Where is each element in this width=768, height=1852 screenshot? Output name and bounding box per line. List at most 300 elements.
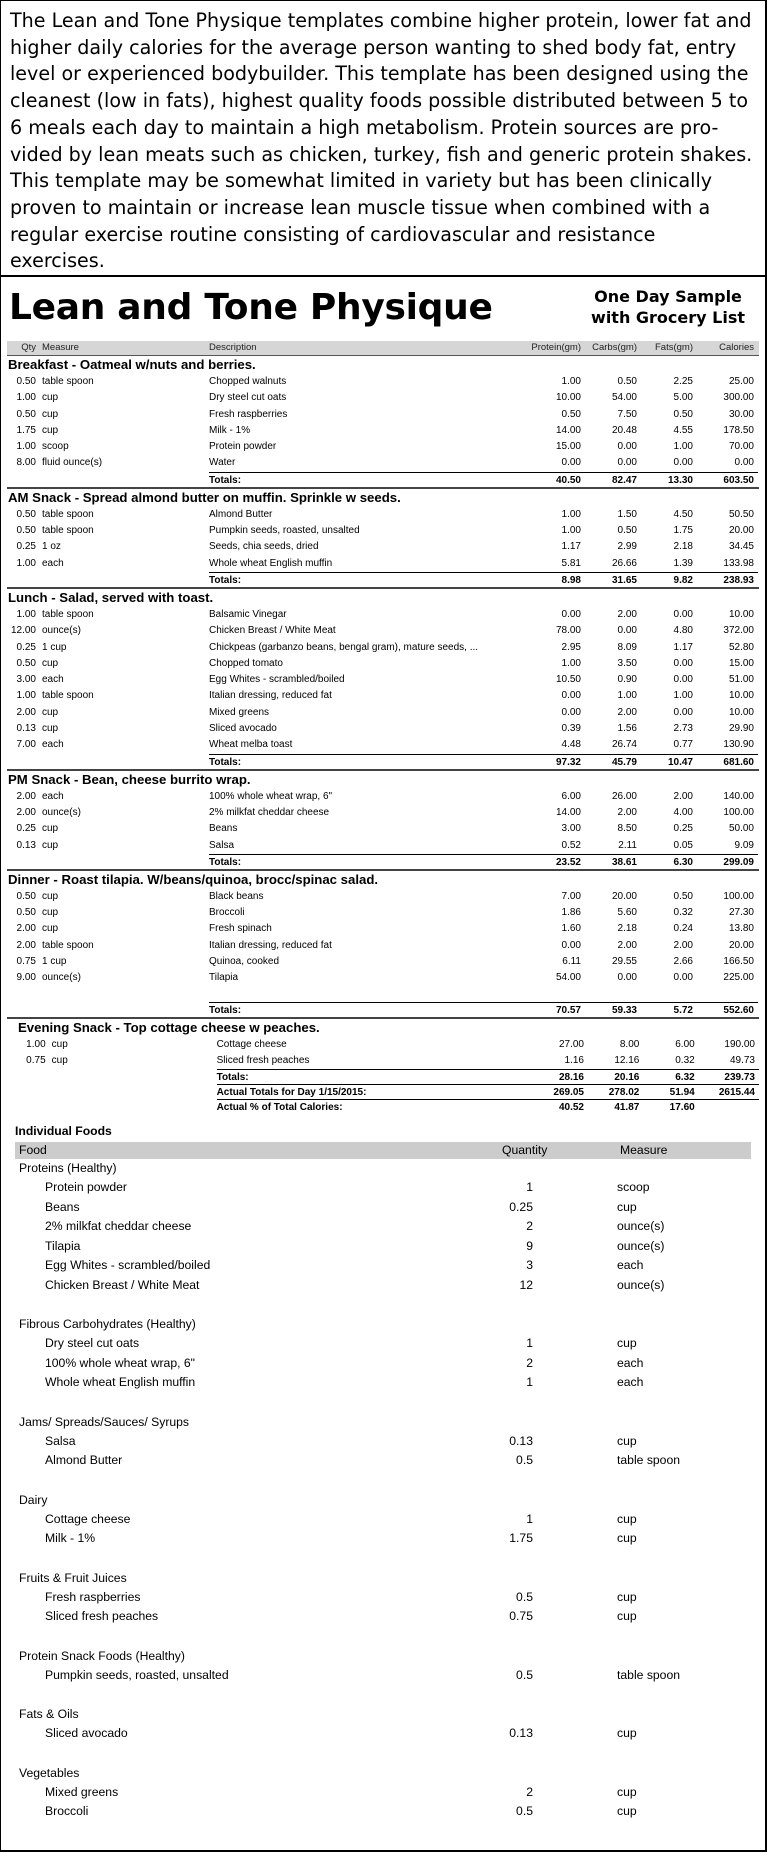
fats-cell: 4.50 [673, 508, 693, 520]
food-item [15, 1607, 759, 1627]
calories-cell: 100.00 [723, 806, 754, 818]
carbs-cell: 54.00 [611, 392, 637, 404]
calories-total: 239.73 [699, 1069, 759, 1084]
meals-container [7, 356, 759, 1019]
food-name: Beans [45, 1199, 80, 1214]
spacer [7, 854, 39, 869]
carbs-cell: 0.50 [617, 525, 637, 537]
intro-paragraph: The Lean and Tone Physique templates combine higher protein, lower fat and higher daily calories for the average person wanting to shed body fat, entry level or experienced bodybuilder. This template has been designed using the cleanest (low in fats), highest quality foods possible distributed between 5 to 6 meals each day to maintain a high metabolism. Protein sources are pro-vided by lean meats such as chicken, turkey, fish and generic protein shakes. This template may be somewhat limited in variety but has been clinically proven to maintain or increase lean muscle tissue when combined with a regular exercise routine consisting of cardiovascular and resistance exercises. [1, 1, 765, 277]
food-quantity: 12 [519, 1277, 533, 1292]
calories-cell: 10.00 [728, 608, 754, 620]
calories-total: 238.93 [697, 572, 758, 587]
calories-cell: 50.00 [728, 823, 754, 835]
individual-foods-header [15, 1142, 751, 1159]
meal-row [7, 688, 759, 704]
food-quantity: 0.13 [509, 1433, 533, 1448]
food-item [15, 1783, 759, 1803]
description-cell: 100% whole wheat wrap, 6" [209, 790, 333, 802]
meal-row [7, 672, 759, 688]
qty-cell: 12.00 [10, 625, 36, 637]
description-cell: Sliced avocado [209, 723, 277, 735]
protein-cell: 6.11 [562, 956, 581, 968]
carbs-value: 278.02 [588, 1084, 643, 1099]
description-cell: Fresh raspberries [209, 408, 288, 420]
food-item [15, 1178, 759, 1198]
food-category: Vegetables [19, 1765, 80, 1780]
calories-cell: 70.00 [728, 441, 754, 453]
description-cell: Milk - 1% [209, 424, 251, 436]
fats-cell: 0.05 [673, 839, 693, 851]
calories-cell: 27.30 [728, 907, 754, 919]
food-item [15, 1276, 759, 1296]
description-cell: Quinoa, cooked [209, 956, 280, 968]
calories-cell: 133.98 [723, 557, 754, 569]
sample-label [591, 286, 745, 328]
meal-row [7, 905, 759, 921]
qty-cell: 9.00 [16, 972, 36, 984]
qty-cell: 2.00 [16, 806, 36, 818]
fats-cell: 0.25 [673, 823, 693, 835]
protein-total: 97.32 [522, 754, 585, 769]
evening-title: Evening Snack - Top cottage cheese w peaches. [18, 1019, 320, 1035]
fats-total: 6.30 [641, 854, 697, 869]
measure-cell: each [42, 739, 64, 751]
description-cell: Almond Butter [209, 508, 273, 520]
measure-cell: table spoon [42, 376, 94, 387]
fats-total: 6.32 [643, 1069, 698, 1084]
description-cell: Sliced fresh peaches [216, 1054, 310, 1066]
measure-cell: table spoon [42, 525, 94, 537]
food-measure: cup [617, 1609, 637, 1624]
description-cell: Beans [209, 823, 238, 835]
description-cell: Fresh spinach [209, 923, 272, 935]
meal-row [7, 737, 759, 753]
carbs-cell: 0.00 [617, 625, 637, 637]
qty-cell: 1.00 [16, 608, 36, 620]
col-protein: Protein(gm) [531, 342, 581, 353]
meal-row [7, 838, 759, 854]
calories-cell: 10.00 [728, 706, 754, 718]
qty-cell: 2.00 [16, 939, 36, 951]
carbs-total: 82.47 [585, 472, 641, 487]
calories-cell: 10.00 [728, 690, 754, 702]
carbs-total: 31.65 [585, 572, 641, 587]
protein-cell: 3.00 [561, 823, 581, 835]
protein-total: 28.16 [526, 1069, 588, 1084]
totals-row [7, 754, 759, 769]
fats-cell: 2.18 [673, 541, 693, 553]
food-name: Sliced avocado [45, 1726, 128, 1741]
actual-percent-label: Actual % of Total Calories: [217, 1099, 526, 1114]
description-cell: Broccoli [209, 907, 245, 919]
qty-cell: 0.50 [16, 890, 36, 902]
food-item [15, 1354, 759, 1374]
calories-cell: 13.80 [728, 923, 754, 935]
carbs-cell: 0.00 [617, 457, 637, 469]
meal-row [7, 821, 759, 837]
protein-cell: 1.00 [561, 376, 581, 387]
food-quantity: 0.5 [516, 1804, 533, 1819]
spacer [49, 1084, 217, 1099]
food-category: Fats & Oils [19, 1707, 79, 1722]
meal-row [7, 721, 759, 737]
food-name: Chicken Breast / White Meat [45, 1277, 200, 1292]
spacer [49, 1099, 217, 1114]
totals-row [7, 572, 759, 587]
qty-cell: 0.13 [16, 839, 36, 851]
spacer [39, 572, 209, 587]
carbs-cell: 8.00 [619, 1038, 640, 1050]
food-category: Protein Snack Foods (Healthy) [19, 1648, 185, 1663]
description-cell: Wheat melba toast [209, 739, 293, 751]
qty-cell: 0.25 [16, 823, 36, 835]
food-name: Milk - 1% [45, 1531, 96, 1546]
carbs-cell: 1.56 [617, 723, 637, 735]
carbs-cell: 0.50 [617, 376, 637, 387]
food-quantity: 1 [526, 1511, 533, 1526]
food-quantity: 3 [526, 1258, 533, 1273]
totals-label: Totals: [209, 472, 522, 487]
carbs-cell: 1.00 [617, 690, 637, 702]
food-name: Tilapia [45, 1238, 81, 1253]
meal-block [7, 771, 759, 871]
spacer [17, 1069, 49, 1084]
meal-row [7, 938, 759, 954]
food-measure: ounce(s) [617, 1238, 665, 1253]
description-cell: Salsa [209, 839, 235, 851]
description-cell: Balsamic Vinegar [209, 608, 287, 620]
protein-total: 8.98 [522, 572, 585, 587]
fats-cell: 2.73 [673, 723, 693, 735]
food-measure: cup [617, 1589, 637, 1604]
protein-total: 70.57 [522, 1002, 585, 1017]
food-measure: cup [617, 1336, 637, 1351]
carbs-cell: 2.99 [617, 541, 637, 553]
food-name: Mixed greens [45, 1784, 119, 1799]
protein-cell: 10.50 [555, 674, 581, 686]
measure-cell: fluid ounce(s) [42, 457, 103, 469]
protein-cell: 2.95 [561, 641, 581, 653]
calories-cell: 25.00 [728, 376, 754, 387]
calories-total: 681.60 [697, 754, 758, 769]
meal-row [7, 507, 759, 523]
sample-line-2: with Grocery List [591, 308, 745, 327]
food-item [15, 1334, 759, 1354]
totals-row [17, 1069, 759, 1084]
quantity-header: Quantity [502, 1143, 548, 1158]
fats-cell: 0.00 [673, 608, 693, 620]
totals-label: Totals: [209, 572, 522, 587]
fats-cell: 0.00 [673, 706, 693, 718]
measure-cell: each [42, 674, 64, 686]
food-name: Fresh raspberries [45, 1589, 141, 1604]
measure-cell: cup [42, 890, 59, 902]
food-item [15, 1529, 759, 1549]
qty-cell: 0.50 [16, 907, 36, 919]
fats-cell: 0.24 [673, 923, 693, 935]
protein-cell: 0.00 [561, 939, 581, 951]
food-measure: table spoon [617, 1667, 681, 1682]
carbs-total: 59.33 [585, 1002, 641, 1017]
food-measure: scoop [617, 1180, 650, 1195]
fats-cell: 0.00 [673, 457, 693, 469]
measure-cell: cup [42, 723, 59, 735]
carbs-cell: 0.90 [617, 674, 637, 686]
measure-cell: ounce(s) [42, 625, 81, 637]
description-cell: Tilapia [209, 972, 239, 984]
column-header [7, 341, 759, 356]
protein-cell: 0.52 [561, 839, 581, 851]
description-cell: Pumpkin seeds, roasted, unsalted [209, 525, 360, 537]
protein-value: 40.52 [526, 1099, 588, 1114]
fats-cell: 0.32 [675, 1054, 695, 1066]
protein-cell: 1.60 [561, 923, 581, 935]
calories-cell: 20.00 [728, 525, 754, 537]
meal-row [7, 390, 759, 406]
calories-cell: 140.00 [723, 790, 754, 802]
food-quantity: 1 [526, 1336, 533, 1351]
measure-header: Measure [620, 1143, 668, 1158]
food-measure: cup [617, 1531, 637, 1546]
calories-cell: 0.00 [734, 457, 754, 469]
qty-cell: 1.00 [16, 441, 36, 453]
food-measure: cup [617, 1199, 637, 1214]
protein-cell: 15.00 [555, 441, 581, 453]
protein-cell: 0.00 [561, 706, 581, 718]
measure-cell: each [42, 790, 64, 802]
food-quantity: 9 [526, 1238, 533, 1253]
carbs-cell: 12.16 [614, 1054, 640, 1066]
calories-cell: 372.00 [723, 625, 754, 637]
meal-row [7, 889, 759, 905]
food-item [15, 1237, 759, 1257]
category-gap [7, 1393, 759, 1413]
totals-row [7, 472, 759, 487]
food-measure: table spoon [617, 1453, 681, 1468]
food-measure: each [617, 1355, 644, 1370]
fats-cell: 2.25 [673, 376, 693, 387]
measure-cell: 1 oz [42, 541, 61, 553]
measure-cell: 1 cup [42, 641, 67, 653]
measure-cell: table spoon [42, 939, 94, 951]
qty-cell: 8.00 [16, 457, 36, 469]
qty-cell: 0.50 [16, 525, 36, 537]
measure-cell: ounce(s) [42, 972, 81, 984]
protein-cell: 0.00 [561, 457, 581, 469]
actual-percent-row [17, 1099, 759, 1114]
measure-cell: 1 cup [42, 956, 67, 968]
food-item [15, 1451, 759, 1471]
totals-row [7, 1002, 759, 1017]
fats-cell: 0.77 [673, 739, 693, 751]
measure-cell: cup [42, 907, 59, 919]
fats-cell: 5.00 [673, 392, 693, 404]
meal-row [7, 539, 759, 555]
food-name: 100% whole wheat wrap, 6" [45, 1355, 195, 1370]
food-item [15, 1373, 759, 1393]
meal-row [7, 439, 759, 455]
sample-line-1: One Day Sample [594, 287, 742, 306]
food-name: 2% milkfat cheddar cheese [45, 1219, 192, 1234]
carbs-cell: 0.00 [617, 972, 637, 984]
fats-cell: 0.00 [673, 972, 693, 984]
fats-cell: 2.00 [673, 790, 693, 802]
fats-cell: 1.00 [673, 690, 693, 702]
spacer [7, 472, 39, 487]
meal-title: PM Snack - Bean, cheese burrito wrap. [8, 771, 251, 787]
food-item [15, 1588, 759, 1608]
calories-cell: 52.80 [728, 641, 754, 653]
food-quantity: 1 [526, 1375, 533, 1390]
protein-cell: 7.00 [561, 890, 581, 902]
fats-cell: 4.80 [673, 625, 693, 637]
food-quantity: 1 [526, 1180, 533, 1195]
food-name: Pumpkin seeds, roasted, unsalted [45, 1667, 229, 1682]
fats-cell: 4.55 [673, 424, 693, 436]
food-name: Sliced fresh peaches [45, 1609, 159, 1624]
meal-title: Breakfast - Oatmeal w/nuts and berries. [8, 357, 256, 372]
description-cell: Dry steel cut oats [209, 392, 287, 404]
measure-cell: cup [42, 408, 59, 420]
fats-cell: 0.00 [673, 657, 693, 669]
meal-row [7, 455, 759, 471]
food-item [15, 1256, 759, 1276]
calories-total: 299.09 [697, 854, 758, 869]
qty-cell: 0.50 [16, 376, 36, 387]
meal-title: AM Snack - Spread almond butter on muffin. Sprinkle w seeds. [8, 489, 401, 505]
carbs-total: 20.16 [588, 1069, 643, 1084]
description-cell: Chickpeas (garbanzo beans, bengal gram), mature seeds, ... [209, 641, 479, 653]
category-gap [7, 1744, 759, 1764]
food-quantity: 2 [526, 1355, 533, 1370]
meal-row [7, 640, 759, 656]
food-name: Dry steel cut oats [45, 1336, 140, 1351]
calories-cell: 190.00 [724, 1038, 755, 1050]
food-measure: each [617, 1258, 644, 1273]
measure-cell: ounce(s) [42, 806, 81, 818]
food-category: Fibrous Carbohydrates (Healthy) [19, 1317, 196, 1332]
carbs-cell: 0.00 [617, 441, 637, 453]
calories-cell: 51.00 [728, 674, 754, 686]
calories-value: 2615.44 [699, 1084, 759, 1099]
food-quantity: 0.75 [509, 1609, 533, 1624]
totals-label: Totals: [209, 754, 522, 769]
col-qty: Qty [21, 342, 36, 353]
qty-cell: 0.50 [16, 508, 36, 520]
protein-cell: 1.00 [561, 508, 581, 520]
spacer [39, 1002, 209, 1017]
calories-cell: 50.50 [728, 508, 754, 520]
description-cell: Black beans [209, 890, 264, 902]
totals-label: Totals: [217, 1069, 526, 1084]
protein-cell: 1.17 [561, 541, 581, 553]
fats-cell: 1.17 [673, 641, 693, 653]
qty-cell: 2.00 [16, 790, 36, 802]
qty-cell: 2.00 [16, 706, 36, 718]
qty-cell: 0.25 [16, 541, 36, 553]
fats-cell: 6.00 [675, 1038, 695, 1050]
calories-cell: 225.00 [723, 972, 754, 984]
spacer [39, 472, 209, 487]
meal-row [7, 407, 759, 423]
food-quantity: 0.5 [516, 1453, 533, 1468]
description-cell: Chopped walnuts [209, 376, 287, 387]
actual-totals-label: Actual Totals for Day 1/15/2015: [217, 1084, 526, 1099]
spacer [7, 1002, 39, 1017]
protein-total: 23.52 [522, 854, 585, 869]
carbs-cell: 7.50 [617, 408, 637, 420]
calories-cell: 9.09 [734, 839, 754, 851]
food-measure: ounce(s) [617, 1277, 665, 1292]
carbs-cell: 29.55 [611, 956, 637, 968]
measure-cell: cup [42, 424, 59, 436]
description-cell: Whole wheat English muffin [209, 557, 333, 569]
food-item [15, 1510, 759, 1530]
qty-cell: 1.00 [16, 690, 36, 702]
category-gap [7, 1295, 759, 1315]
protein-cell: 6.00 [561, 790, 581, 802]
food-measure: cup [617, 1784, 637, 1799]
protein-cell: 14.00 [555, 424, 581, 436]
spacer [17, 1099, 49, 1114]
meal-row [7, 954, 759, 970]
calories-cell: 20.00 [728, 939, 754, 951]
individual-foods-title: Individual Foods [15, 1124, 112, 1139]
protein-cell: 54.00 [555, 972, 581, 984]
measure-cell: cup [51, 1054, 68, 1066]
meal-row [7, 921, 759, 937]
measure-cell: cup [42, 923, 59, 935]
protein-cell: 27.00 [558, 1038, 584, 1050]
fats-cell: 2.66 [673, 956, 693, 968]
col-carbs: Carbs(gm) [592, 342, 637, 353]
food-item [15, 1217, 759, 1237]
totals-row [7, 854, 759, 869]
carbs-cell: 2.00 [617, 806, 637, 818]
fats-cell: 2.00 [673, 939, 693, 951]
fats-total: 5.72 [641, 1002, 697, 1017]
food-name: Salsa [45, 1433, 76, 1448]
meal-row [7, 556, 759, 572]
protein-cell: 1.00 [561, 525, 581, 537]
measure-cell: each [42, 557, 64, 569]
food-measure: cup [617, 1804, 637, 1819]
qty-cell: 0.75 [16, 956, 36, 968]
category-gap [7, 1471, 759, 1491]
protein-cell: 10.00 [555, 392, 581, 404]
meal-block [7, 356, 759, 489]
food-header: Food [19, 1143, 47, 1158]
calories-cell: 300.00 [723, 392, 754, 404]
description-cell: 2% milkfat cheddar cheese [209, 806, 330, 818]
description-cell: Chopped tomato [209, 657, 283, 669]
qty-cell: 2.00 [16, 923, 36, 935]
carbs-total: 38.61 [585, 854, 641, 869]
calories-cell: 30.00 [728, 408, 754, 420]
food-quantity: 0.5 [516, 1667, 533, 1682]
col-description: Description [209, 342, 257, 353]
fats-total: 13.30 [641, 472, 697, 487]
measure-cell: table spoon [42, 690, 94, 702]
food-measure: each [617, 1375, 644, 1390]
measure-cell: cup [42, 839, 59, 851]
description-cell: Protein powder [209, 441, 277, 453]
meal-title: Dinner - Roast tilapia. W/beans/quinoa, brocc/spinac salad. [8, 871, 379, 887]
food-item [15, 1432, 759, 1452]
fats-cell: 0.00 [673, 674, 693, 686]
qty-cell: 0.75 [26, 1054, 46, 1066]
food-name: Egg Whites - scrambled/boiled [45, 1258, 211, 1273]
